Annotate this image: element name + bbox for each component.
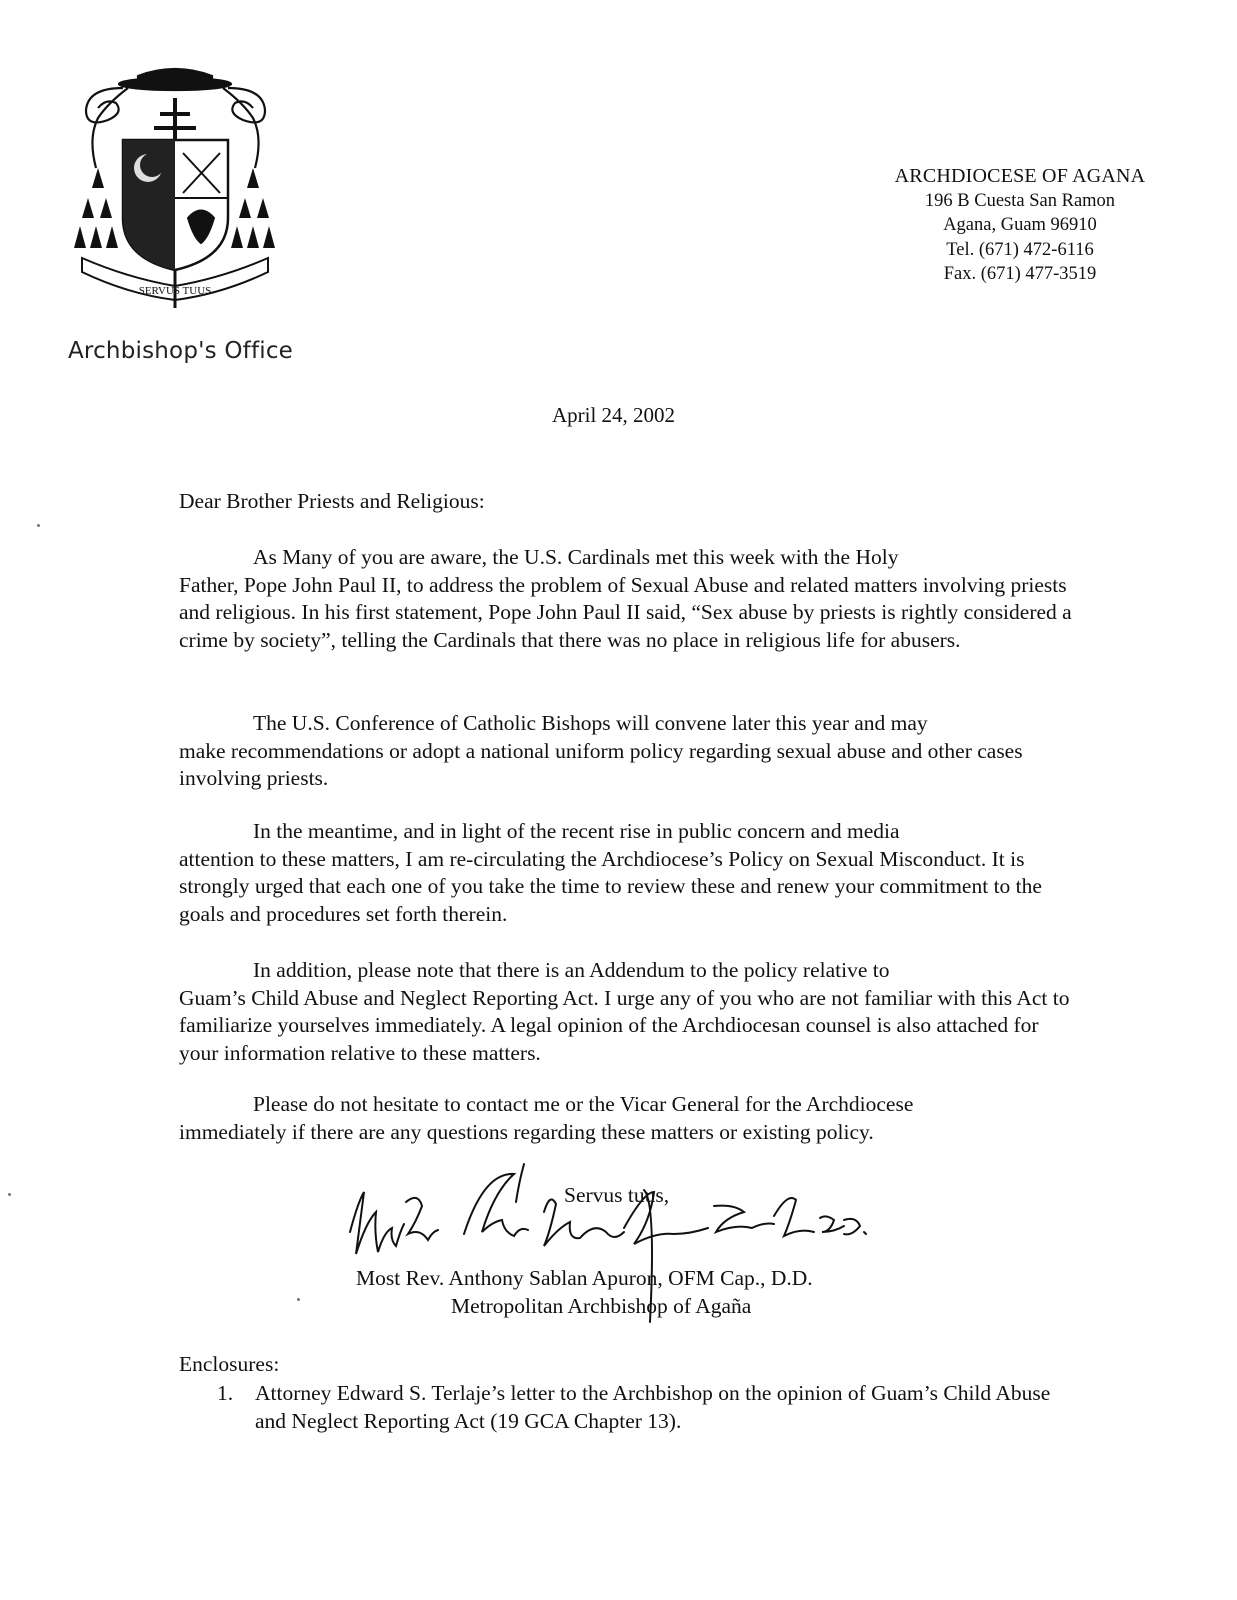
salutation: Dear Brother Priests and Religious: — [179, 489, 485, 513]
enclosures-label: Enclosures: — [179, 1352, 280, 1376]
city-address: Agana, Guam 96910 — [943, 215, 1097, 235]
paragraph — [179, 1091, 1079, 1146]
paragraph-body: Father, Pope John Paul II, to address the problem of Sexual Abuse and related matters involving priests and religious. In his first statement, Pope John Paul II said, “Sex abuse by priests is rightly considered a crime by society”, telling the Cardinals that there was no place in religious life for abusers. — [179, 572, 1072, 652]
paragraph — [179, 818, 1079, 928]
fax: Fax. (671) 477-3519 — [943, 264, 1097, 284]
paragraph-body: attention to these matters, I am re-circulating the Archdiocese’s Policy on Sexual Misconduct. It is strongly urged that each one of you take the time to review these and renew your commitment to the goals and procedures set forth therein. — [179, 846, 1042, 926]
enclosure-text: Attorney Edward S. Terlaje’s letter to the Archbishop on the opinion of Guam’s Child Abuse and Neglect Reporting Act (19 GCA Chapter 13). — [255, 1381, 1051, 1433]
paragraph-first-line: In the meantime, and in light of the recent rise in public concern and media — [253, 819, 900, 843]
paragraph-body: immediately if there are any questions regarding these matters or existing policy. — [179, 1119, 874, 1144]
letter-date-row — [0, 403, 1237, 428]
coat-of-arms-crest — [68, 58, 283, 320]
paragraph-first-line: The U.S. Conference of Catholic Bishops will convene later this year and may — [253, 711, 928, 735]
organization-name: ARCHDIOCESE OF AGANA — [894, 165, 1146, 187]
paragraph — [179, 957, 1079, 1067]
scan-speck — [297, 1298, 300, 1301]
enclosure-number: 1. — [217, 1381, 234, 1405]
paragraph-body: make recommendations or adopt a national uniform policy regarding sexual abuse and other cases involving priests. — [179, 738, 1023, 791]
paragraph — [179, 544, 1079, 654]
street-address: 196 B Cuesta San Ramon — [924, 190, 1116, 211]
signatory-title: Metropolitan Archbishop of Agaña — [451, 1294, 752, 1318]
letter-date: April 24, 2002 — [551, 403, 676, 427]
paragraph-first-line: Please do not hesitate to contact me or the Vicar General for the Archdiocese — [253, 1092, 914, 1116]
paragraph-body: Guam’s Child Abuse and Neglect Reporting Act. I urge any of you who are not familiar with this Act to familiarize yourselves immediately. A legal opinion of the Archdiocesan counsel is also attached for your information relative to these matters. — [179, 985, 1070, 1065]
paragraph — [179, 710, 1079, 793]
paragraph-first-line: In addition, please note that there is an Addendum to the policy relative to — [253, 958, 890, 982]
scan-speck — [8, 1193, 11, 1196]
handwritten-signature — [344, 1162, 904, 1352]
motto-text: SERVUS TUUS — [138, 285, 212, 297]
signatory-name: Most Rev. Anthony Sablan Apuron, OFM Cap., D.D. — [356, 1266, 813, 1290]
paragraph-first-line: As Many of you are aware, the U.S. Cardinals met this week with the Holy — [253, 545, 899, 569]
telephone: Tel. (671) 472-6116 — [946, 239, 1094, 260]
enclosure-list — [217, 1380, 1077, 1435]
archbishop-office-label: Archbishop's Office — [68, 338, 294, 364]
scan-speck — [37, 524, 40, 527]
closing: Servus tuus, — [564, 1183, 670, 1207]
letterhead-address — [880, 164, 1160, 287]
